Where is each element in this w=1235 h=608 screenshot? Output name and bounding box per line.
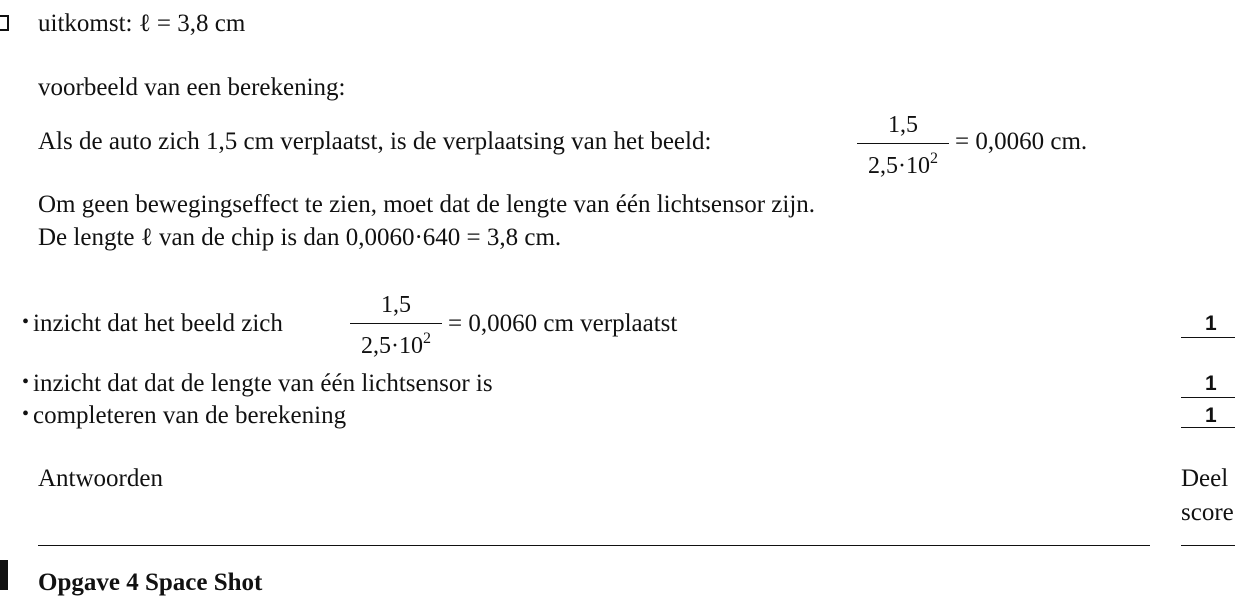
calc-line-suffix: = 0,0060 cm. [955,128,1088,155]
bullet: • [22,371,30,393]
bullet: • [22,403,30,425]
score-label: score [1181,499,1234,526]
criterion-3 [22,403,346,428]
example-heading: voorbeeld van een berekening: [38,74,346,101]
criterion-2 [22,371,493,396]
criterion-2-text: inzicht dat dat de lengte van één lichtsensor is [33,370,493,397]
score-underline [1181,427,1235,428]
fraction-numerator: 1,5 [888,112,918,138]
criterion-1 [22,311,283,336]
criterion-3-score: 1 [1205,404,1217,427]
uitkomst-line: uitkomst: ℓ = 3,8 cm [38,10,246,37]
checkbox-icon [0,15,9,31]
criterion-3-text: completeren van de berekening [33,402,347,429]
calc-line-prefix: Als de auto zich 1,5 cm verplaatst, is de verplaatsing van het beeld: [38,128,712,155]
answers-divider [38,545,1150,546]
fraction-denominator [857,151,949,178]
fraction-numerator: 1,5 [381,292,411,318]
explanation-line-2: De lengte ℓ van de chip is dan 0,0060·640 = 3,8 cm. [38,224,562,251]
criterion-1-prefix: inzicht dat het beeld zich [33,310,283,337]
deel-label: Deel [1181,465,1229,492]
criterion-2-score: 1 [1205,372,1217,395]
criterion-1-fraction [350,293,442,358]
score-underline [1181,397,1235,398]
bullet: • [22,311,30,333]
score-underline [1181,337,1235,338]
fraction-denominator-base: 2,5·10 [361,333,423,359]
fraction-denominator-base: 2,5·10 [868,153,930,179]
fraction-denominator [350,331,442,358]
antwoorden-label: Antwoorden [38,465,163,492]
calc-fraction [857,113,949,178]
explanation-line-1: Om geen bewegingseffect te zien, moet dat de lengte van één lichtsensor zijn. [38,191,816,218]
fraction-bar [857,143,949,144]
criterion-1-score: 1 [1205,312,1217,335]
fraction-denominator-exponent: 2 [423,330,431,347]
fraction-bar [350,323,442,324]
criterion-1-suffix: = 0,0060 cm verplaatst [448,310,678,337]
fraction-denominator-exponent: 2 [930,150,938,167]
section-heading: Opgave 4 Space Shot [38,569,263,596]
section-marker [0,560,8,590]
score-divider [1181,545,1235,546]
